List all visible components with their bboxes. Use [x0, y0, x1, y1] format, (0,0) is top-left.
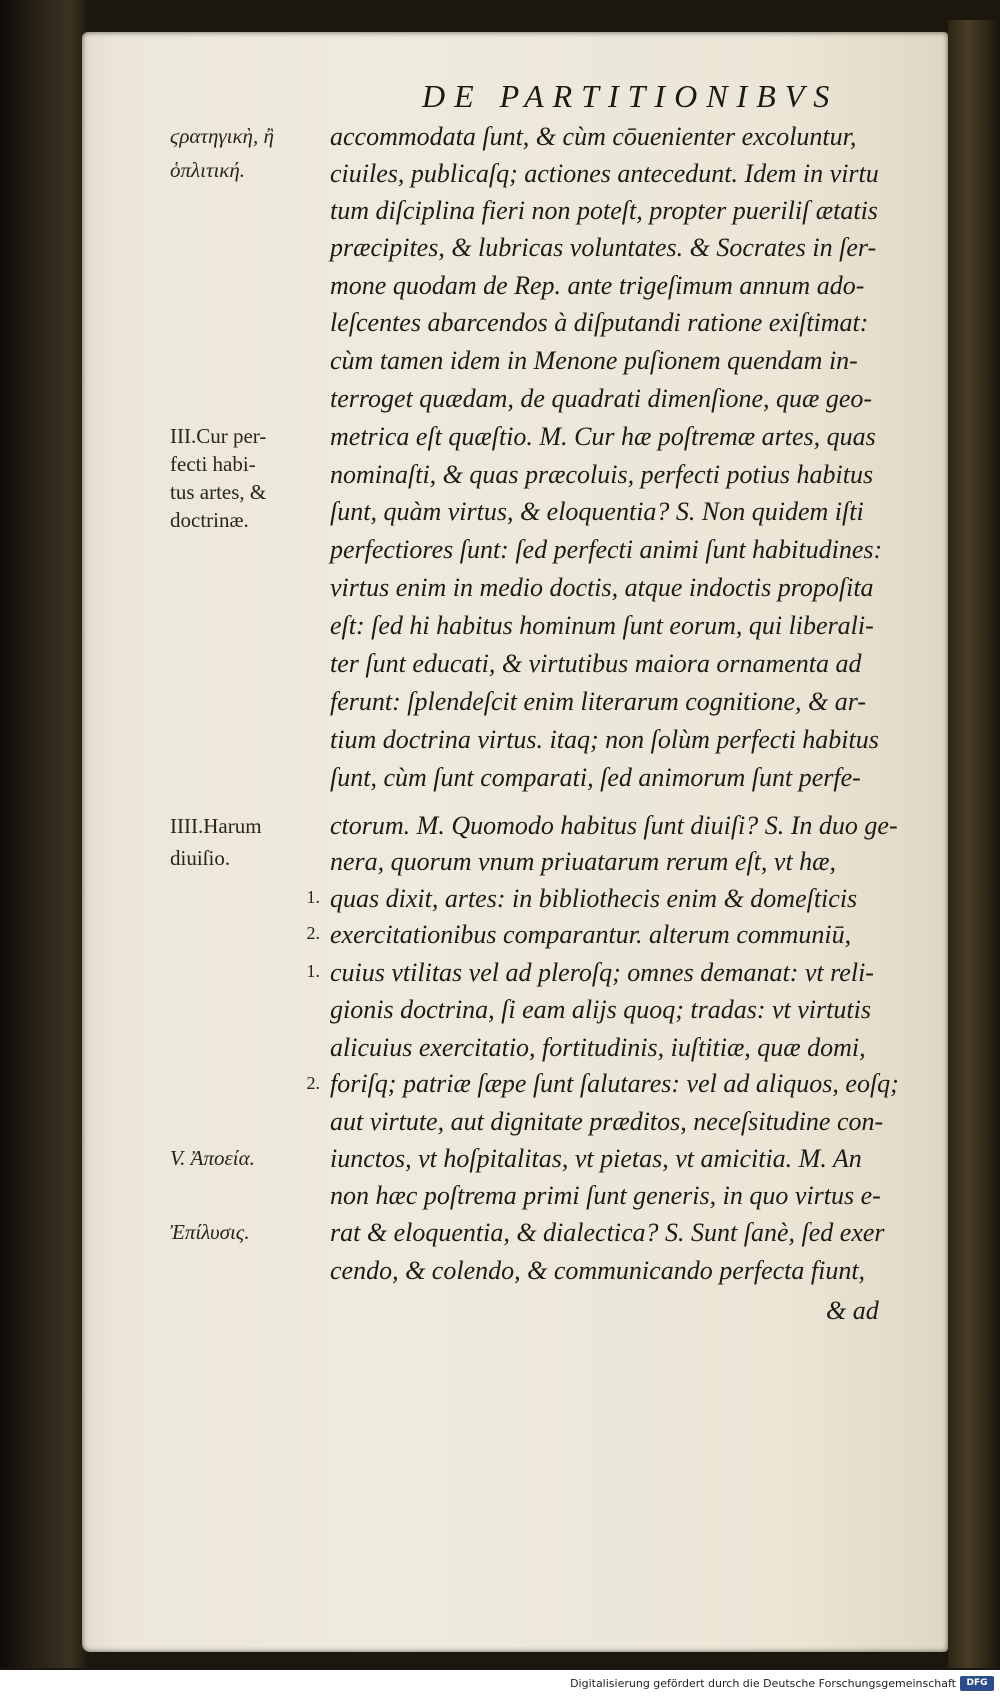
text-line: nera, quorum vnum priuatarum rerum eſt, vt hæ,: [330, 847, 837, 876]
text-line: tum diſciplina fieri non poteſt, propter pueriliſ ætatis: [330, 196, 878, 225]
text-line: ciuiles, publicaſq; actiones antecedunt. Idem in virtu: [330, 159, 879, 188]
margin-note-epilysis: Ἐπίλυσις.: [170, 1220, 250, 1244]
text-line: cuius vtilitas vel ad pleroſq; omnes demanat: vt reli-: [330, 958, 874, 987]
margin-number: 1.: [306, 887, 320, 907]
margin-note-iv-a: IIII.Harum: [170, 814, 262, 838]
text-line: tium doctrina virtus. itaq; non ſolùm perfecti habitus: [330, 725, 879, 754]
text-line: alicuius exercitatio, fortitudinis, iuſtitiæ, quæ domi,: [330, 1033, 866, 1062]
text-line: ſunt, quàm virtus, & eloquentia? S. Non quidem iſti: [330, 497, 864, 526]
text-line: cùm tamen idem in Menone puſionem quendam in-: [330, 346, 858, 375]
text-line: nominaſti, & quas præcoluis, perfecti potius habitus: [330, 460, 874, 489]
footer-credit: Digitalisierung gefördert durch die Deutsche Forschungsgemeinschaft: [570, 1677, 956, 1690]
running-head: DE PARTITIONIBVS: [422, 78, 839, 114]
text-line: ſunt, cùm ſunt comparati, ſed animorum ſunt perfe-: [330, 763, 861, 792]
dfg-logo-icon: DFG: [960, 1676, 994, 1691]
margin-note-v: V. Ἀποεία.: [170, 1146, 255, 1170]
text-line: exercitationibus comparantur. alterum communiū,: [330, 920, 852, 949]
book-right-edge: [948, 20, 1000, 1668]
margin-note-iv-b: diuiſio.: [170, 846, 231, 870]
margin-note-iii-a: III.Cur per-: [170, 424, 267, 448]
text-line: foriſq; patriæ ſæpe ſunt ſalutares: vel ad aliquos, eoſq;: [330, 1069, 899, 1098]
text-line: terroget quædam, de quadrati dimenſione, quæ geo-: [330, 384, 873, 413]
text-line: non hæc poſtrema primi ſunt generis, in quo virtus e-: [330, 1181, 881, 1210]
margin-number: 2.: [306, 1073, 320, 1093]
margin-note-iii-b: fecti habi-: [170, 452, 256, 476]
margin-note-iii-d: doctrinæ.: [170, 508, 249, 532]
text-line: mone quodam de Rep. ante trigeſimum annum ado-: [330, 271, 865, 300]
margin-number: 2.: [306, 923, 320, 943]
text-line: cendo, & colendo, & communicando perfecta fiunt,: [330, 1256, 866, 1285]
text-line: ctorum. M. Quomodo habitus ſunt diuiſi? S. In duo ge-: [330, 811, 898, 840]
text-line: perfectiores ſunt: ſed perfecti animi ſunt habitudines:: [330, 535, 883, 564]
text-line: leſcentes abarcendos à diſputandi ratione exiſtimat:: [330, 308, 869, 337]
text-line: præcipites, & lubricas voluntates. & Socrates in ſer-: [330, 233, 877, 262]
margin-note-greek-1b: ὁπλιτική.: [170, 158, 246, 182]
text-line: aut virtute, aut dignitate præditos, neceſsitudine con-: [330, 1107, 884, 1136]
text-line: metrica eſt quæſtio. M. Cur hæ poſtremæ artes, quas: [330, 422, 876, 451]
text-line: ferunt: ſplendeſcit enim literarum cognitione, & ar-: [330, 687, 866, 716]
margin-note-iii-c: tus artes, &: [170, 480, 267, 504]
footer-bar: [0, 1670, 1000, 1699]
text-line: eſt: ſed hi habitus hominum ſunt eorum, qui liberali-: [330, 611, 874, 640]
text-line: iunctos, vt hoſpitalitas, vt pietas, vt amicitia. M. An: [330, 1144, 862, 1173]
text-line: rat & eloquentia, & dialectica? S. Sunt ſanè, ſed exer: [330, 1218, 885, 1247]
text-line: quas dixit, artes: in bibliothecis enim & domeſticis: [330, 884, 858, 913]
text-line: gionis doctrina, ſi eam alijs quoq; tradas: vt virtutis: [330, 995, 871, 1024]
text-line: ter ſunt educati, & virtutibus maiora ornamenta ad: [330, 649, 862, 678]
text-line: accommodata ſunt, & cùm cōuenienter excoluntur,: [330, 122, 857, 151]
margin-number: 1.: [306, 961, 320, 981]
margin-note-greek-1a: ϛρατηγικὴ, ἢ: [170, 124, 274, 148]
catchword: & ad: [826, 1296, 879, 1325]
text-line: virtus enim in medio doctis, atque indoctis propoſita: [330, 573, 874, 602]
